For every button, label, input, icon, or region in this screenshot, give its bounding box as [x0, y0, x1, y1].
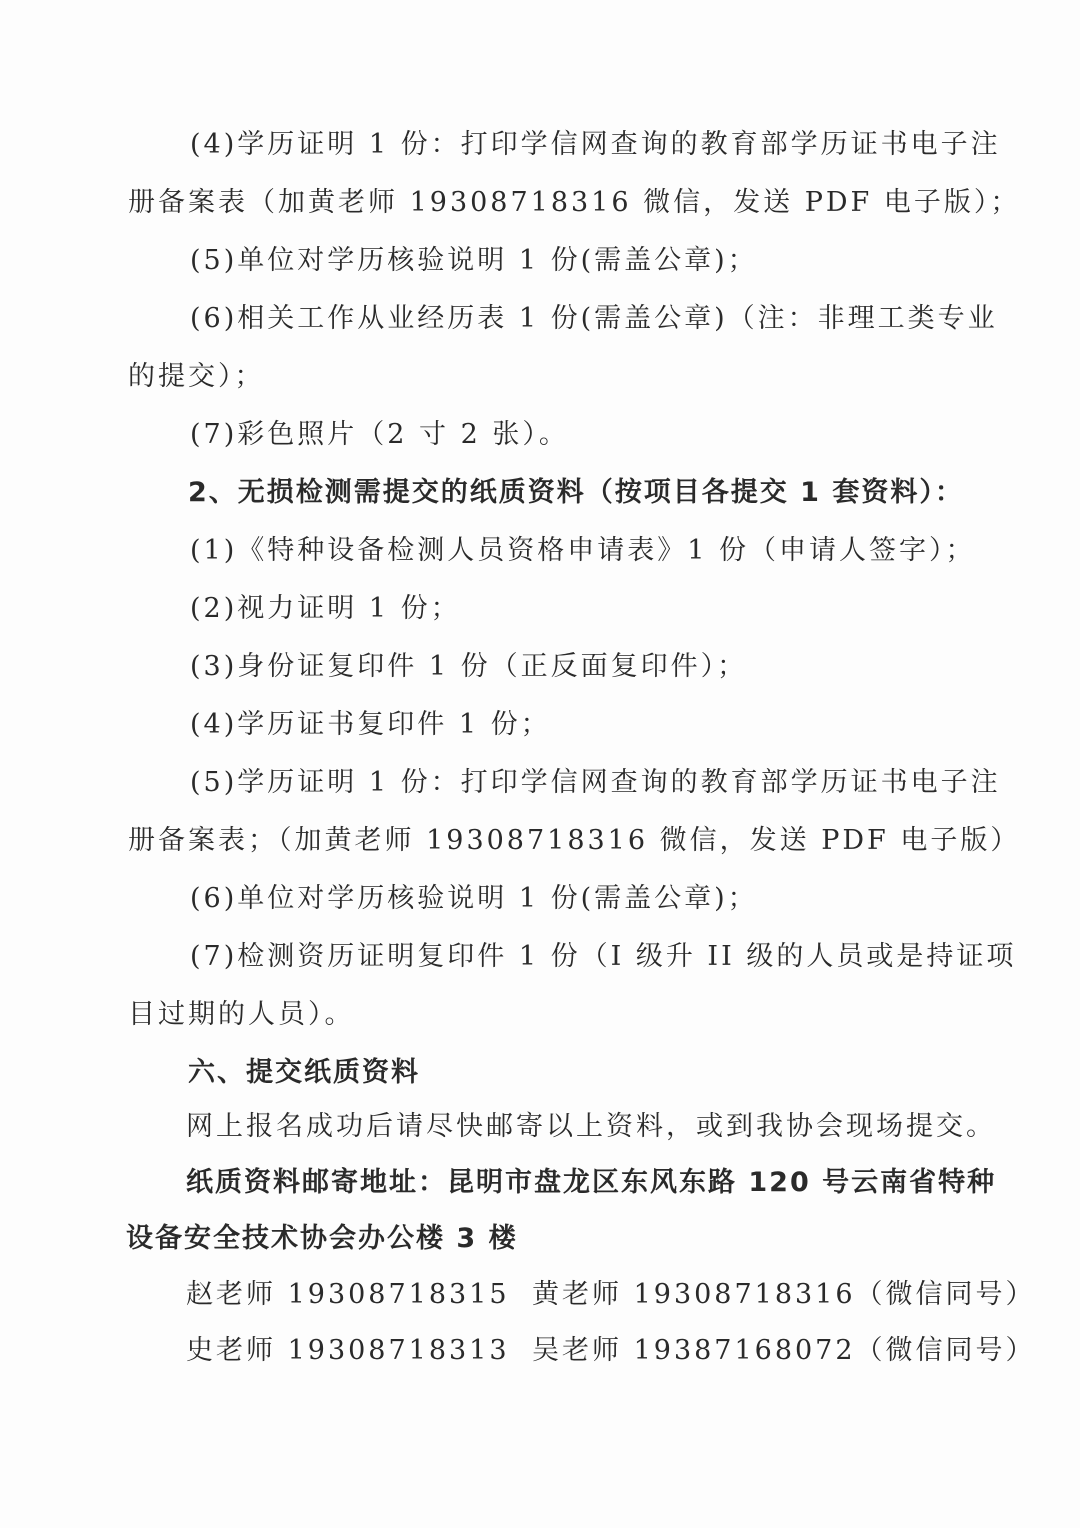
mailing-address-line2: 设备安全技术协会办公楼 3 楼 — [126, 1223, 518, 1254]
section1-item-4-line2: 册备案表（加黄老师 19308718316 微信，发送 PDF 电子版）； — [128, 187, 1021, 218]
section2-item-2: (2)视力证明 1 份； — [190, 593, 461, 624]
section2-item-1: (1)《特种设备检测人员资格申请表》1 份（申请人签字）； — [190, 535, 976, 566]
section6-text: 网上报名成功后请尽快邮寄以上资料，或到我协会现场提交。 — [186, 1111, 996, 1142]
section2-item-7-line1: (7)检测资历证明复印件 1 份（I 级升 II 级的人员或是持证项 — [190, 941, 1017, 972]
section1-item-6-line2: 的提交）； — [128, 361, 265, 392]
section1-item-4-line1: (4)学历证明 1 份：打印学信网查询的教育部学历证书电子注 — [190, 129, 1001, 160]
section2-item-3: (3)身份证复印件 1 份（正反面复印件）； — [190, 651, 748, 682]
section6-heading: 六、提交纸质资料 — [188, 1057, 420, 1088]
contact-wu: 吴老师 19387168072（微信同号） — [532, 1335, 1036, 1366]
contact-zhao: 赵老师 19308718315 — [186, 1279, 510, 1310]
section1-item-5: (5)单位对学历核验说明 1 份(需盖公章)； — [190, 245, 758, 276]
section1-item-7: (7)彩色照片（2 寸 2 张）。 — [190, 419, 569, 450]
section2-item-5-line1: (5)学历证明 1 份：打印学信网查询的教育部学历证书电子注 — [190, 767, 1001, 798]
mailing-address-line1: 纸质资料邮寄地址：昆明市盘龙区东风东路 120 号云南省特种 — [186, 1167, 997, 1198]
section2-item-7-line2: 目过期的人员）。 — [128, 999, 355, 1030]
section1-item-6-line1: (6)相关工作从业经历表 1 份(需盖公章)（注：非理工类专业 — [190, 303, 998, 334]
contact-huang: 黄老师 19308718316（微信同号） — [532, 1279, 1036, 1310]
contact-shi: 史老师 19308718313 — [186, 1335, 510, 1366]
section2-item-5-line2: 册备案表；（加黄老师 19308718316 微信，发送 PDF 电子版） — [128, 825, 1021, 856]
section2-item-4: (4)学历证书复印件 1 份； — [190, 709, 551, 740]
section2-heading: 2、无损检测需提交的纸质资料（按项目各提交 1 套资料）： — [188, 477, 964, 508]
section2-item-6: (6)单位对学历核验说明 1 份(需盖公章)； — [190, 883, 758, 914]
